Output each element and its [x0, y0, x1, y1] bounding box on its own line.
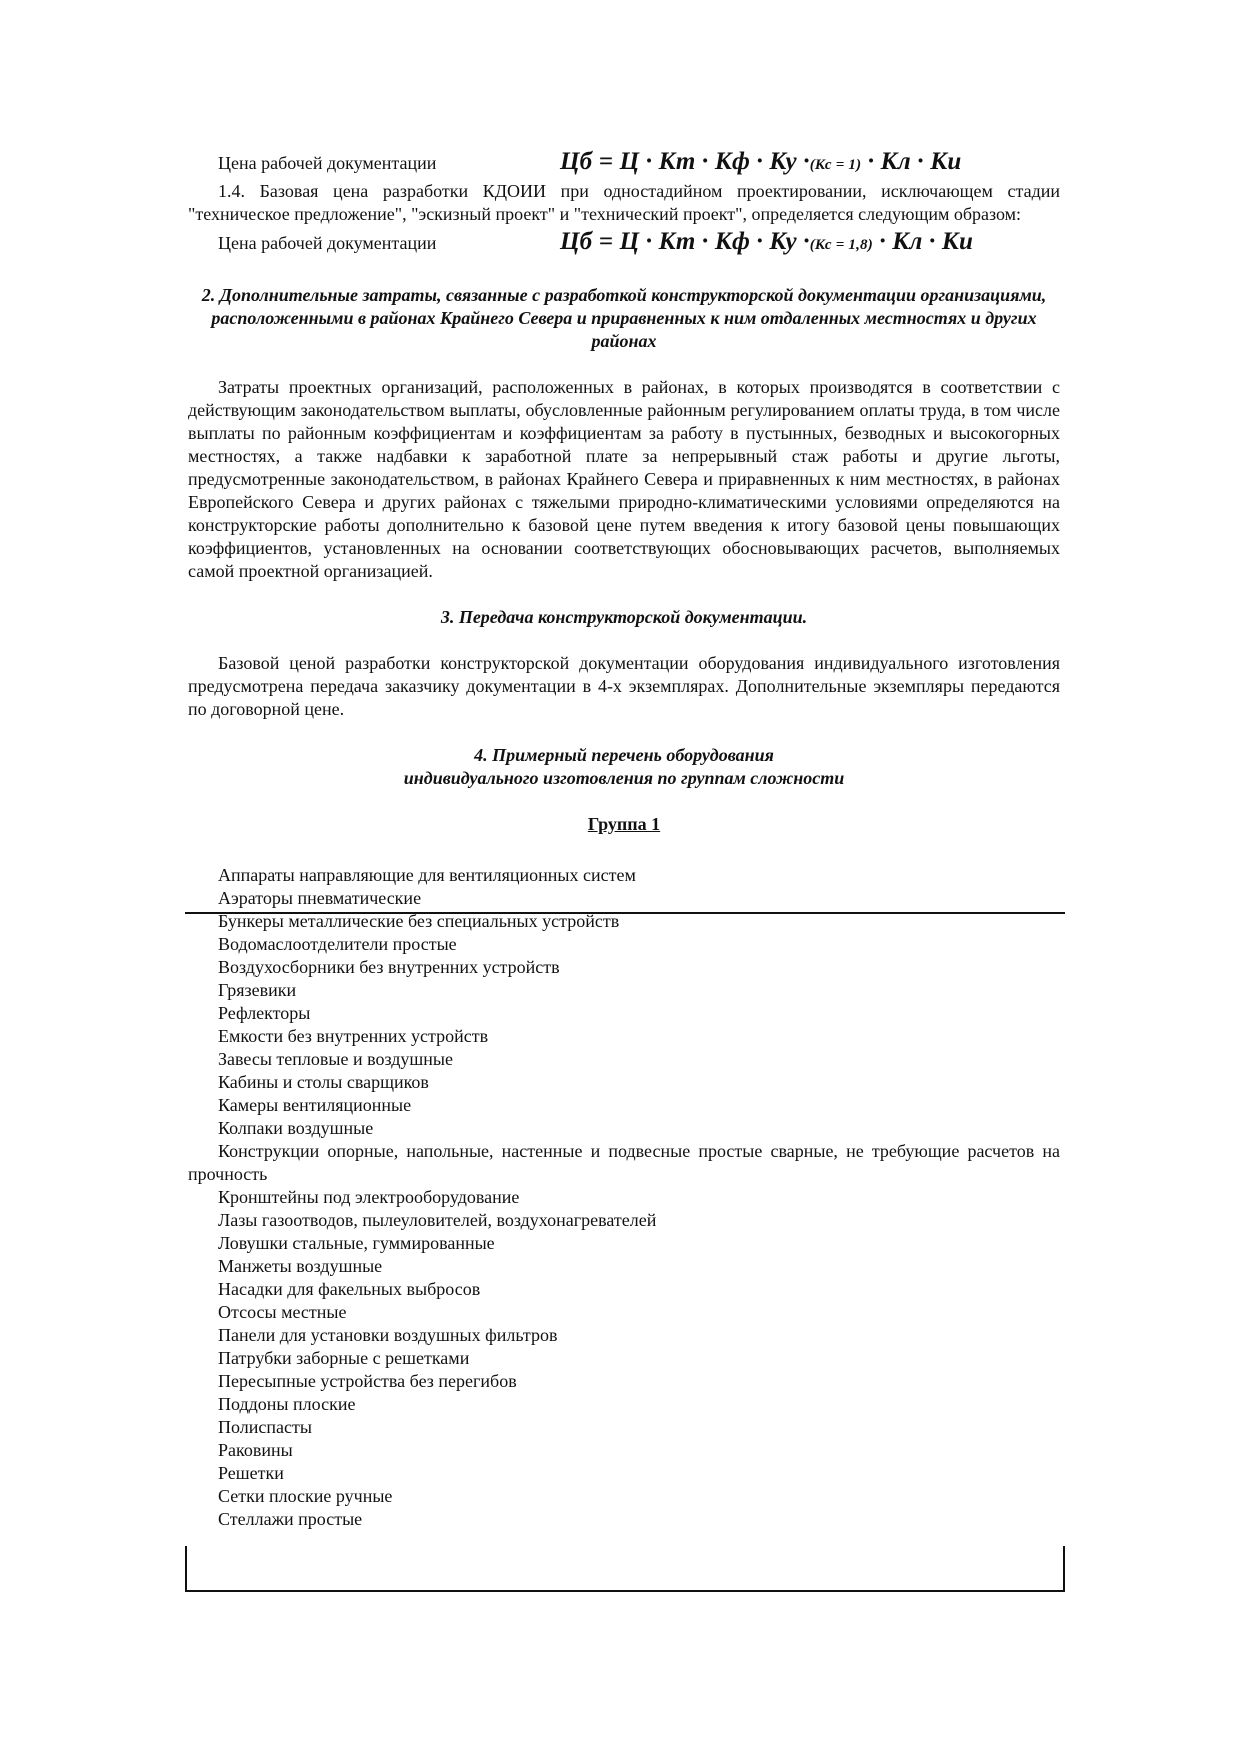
formula-main: Цб = Ц · Кт · Кф · Ку ·	[560, 228, 810, 255]
formula-label: Цена рабочей документации	[218, 233, 437, 253]
list-item: Раковины	[218, 1440, 293, 1460]
section-2-text: Затраты проектных организаций, расположенных в районах, в которых производятся в соответствии с действующим законодательством выплаты, обусловленные районным регулированием оплаты труда, в том числе выплаты по районным коэффициентам и коэффициентам за работу в пустынных, безводных и высокогорных местностях, а также надбавки к заработной плате за непрерывный стаж работы и другие льготы, предусмотренные законодательством, в районах Крайнего Севера и приравненных к ним местностях, в районах Европейского Севера и других районах с тяжелыми природно-климатическими условиями определяются на конструкторские работы дополнительно к базовой цене путем введения к итогу базовой цены повышающих коэффициентов, установленных на основании соответствующих обосновывающих расчетов, выполняемых самой проектной организацией.	[188, 377, 1060, 581]
list-item: Аэраторы пневматические	[218, 888, 422, 908]
formula-tail: · Кл · Ки	[879, 228, 974, 255]
section-3-heading: 3. Передача конструкторской документации.	[440, 607, 808, 627]
formula-paren: (Кс = 1,8)	[809, 237, 873, 253]
section-3-text: Базовой ценой разработки конструкторской документации оборудования индивидуального изготовления предусмотрена передача заказчику документации в 4-х экземплярах. Дополнительные экземпляры передаются по договорной цене.	[188, 653, 1060, 719]
list-item: Панели для установки воздушных фильтров	[218, 1325, 558, 1345]
paragraph-1-4: 1.4. Базовая цена разработки КДОИИ при одностадийном проектировании, исключающем стадии "техническое предложение", "эскизный проект" и "технический проект", определяется следующим образом:	[188, 181, 1060, 224]
list-item: Отсосы местные	[218, 1302, 347, 1322]
list-item: Камеры вентиляционные	[218, 1095, 412, 1115]
section-4-heading-line2: индивидуального изготовления по группам сложности	[403, 768, 845, 788]
list-item: Пересыпные устройства без перегибов	[218, 1371, 517, 1391]
list-item: Ловушки стальные, гуммированные	[218, 1233, 495, 1253]
formula-expression	[560, 150, 961, 177]
table-frame-border	[185, 1546, 1065, 1592]
list-item: Завесы тепловые и воздушные	[218, 1049, 454, 1069]
list-item: Стеллажи простые	[218, 1509, 363, 1529]
formula-row-2	[188, 230, 1060, 260]
list-item: Манжеты воздушные	[218, 1256, 383, 1276]
list-item: Аппараты направляющие для вентиляционных систем	[218, 865, 636, 885]
list-item: Грязевики	[218, 980, 297, 1000]
list-item: Поддоны плоские	[218, 1394, 356, 1414]
formula-row-1	[188, 150, 1060, 180]
list-item: Решетки	[218, 1463, 284, 1483]
list-item: Кронштейны под электрооборудование	[218, 1187, 520, 1207]
group-title: Группа 1	[587, 814, 661, 834]
list-item: Полиспасты	[218, 1417, 312, 1437]
document-page	[188, 150, 1060, 1531]
formula-expression	[560, 230, 973, 257]
formula-label: Цена рабочей документации	[218, 153, 437, 173]
list-item: Сетки плоские ручные	[218, 1486, 393, 1506]
section-2-heading: 2. Дополнительные затраты, связанные с разработкой конструкторской документации организациями, расположенными в районах Крайнего Севера и приравненных к ним отдаленных местностях и других районах	[201, 285, 1047, 351]
list-item: Воздухосборники без внутренних устройств	[218, 957, 560, 977]
list-item: Водомаслоотделители простые	[218, 934, 457, 954]
formula-tail: · Кл · Ки	[867, 148, 962, 175]
formula-main: Цб = Ц · Кт · Кф · Ку ·	[560, 148, 810, 175]
list-item: Колпаки воздушные	[218, 1118, 374, 1138]
list-item: Конструкции опорные, напольные, настенные и подвесные простые сварные, не требующие расчетов на прочность	[188, 1141, 1060, 1184]
equipment-list	[188, 864, 1060, 1531]
list-item: Насадки для факельных выбросов	[218, 1279, 481, 1299]
list-item: Емкости без внутренних устройств	[218, 1026, 489, 1046]
section-4-heading-line1: 4. Примерный перечень оборудования	[474, 745, 774, 765]
formula-paren: (Кс = 1)	[809, 157, 862, 173]
list-item: Лазы газоотводов, пылеуловителей, воздухонагревателей	[218, 1210, 657, 1230]
list-item: Бункеры металлические без специальных устройств	[218, 911, 620, 931]
list-item: Кабины и столы сварщиков	[218, 1072, 429, 1092]
list-item: Рефлекторы	[218, 1003, 311, 1023]
list-item: Патрубки заборные с решетками	[218, 1348, 470, 1368]
